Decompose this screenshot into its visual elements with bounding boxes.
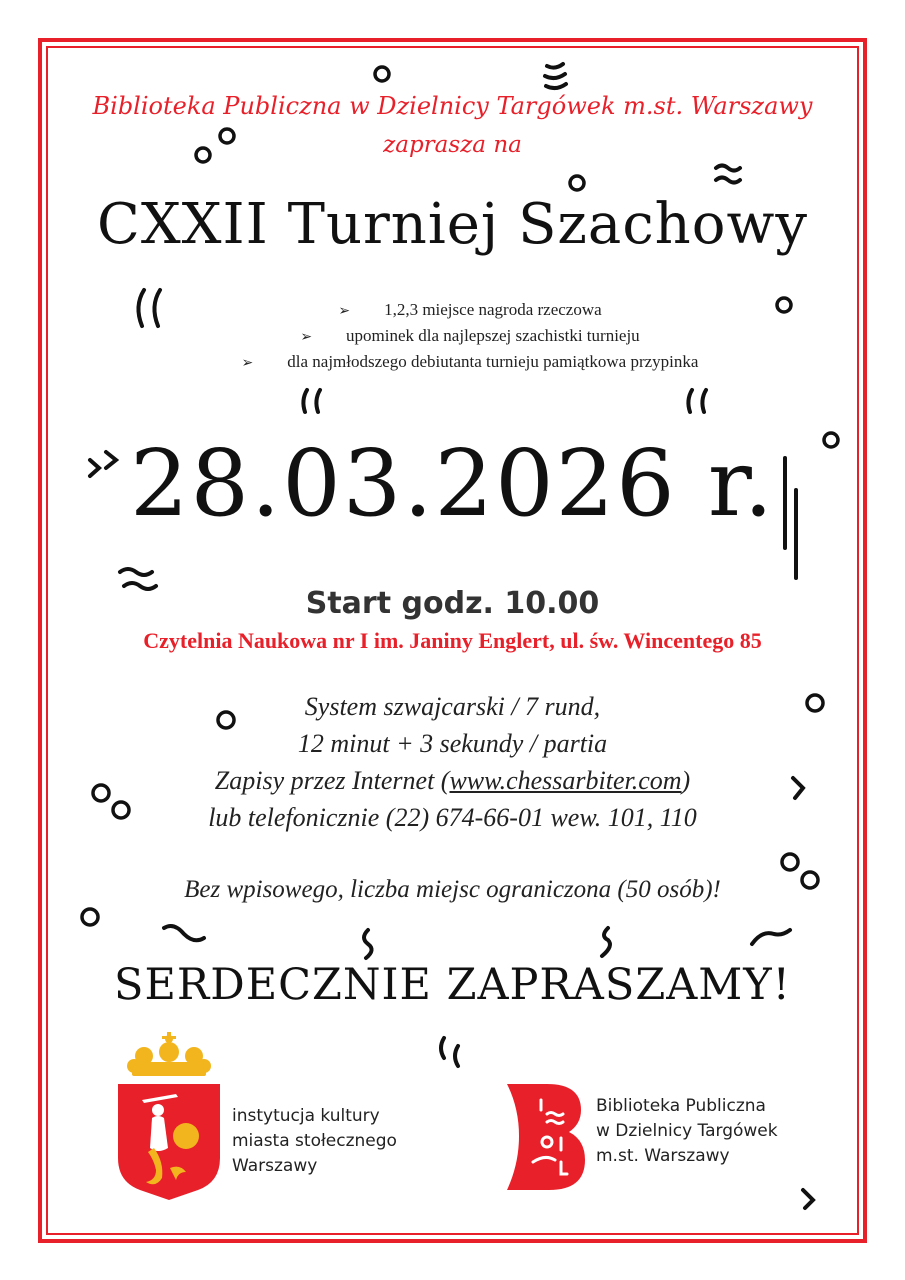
- deco-squiggle: [546, 84, 566, 88]
- arrow-bullet-icon: ➢: [300, 330, 313, 345]
- registration-link[interactable]: www.chessarbiter.com: [449, 766, 682, 795]
- invitation-banner: SERDECZNIE ZAPRASZAMY!: [114, 960, 791, 1010]
- deco-parens: [702, 390, 706, 412]
- start-time: Start godz. 10.00: [305, 586, 600, 621]
- deco-squiggle: [716, 178, 740, 183]
- fee-note: Bez wpisowego, liczba miejsc ograniczona (50 osób)!: [184, 876, 721, 903]
- prize-item: ➢ 1,2,3 miejsce nagroda rzeczowa: [150, 298, 790, 324]
- deco-circle: [375, 67, 389, 81]
- deco-squiggle: [441, 1038, 444, 1058]
- tournament-date: 28.03.2026 r.: [129, 430, 776, 537]
- deco-circle: [82, 909, 98, 925]
- prize-list: [150, 298, 790, 376]
- venue-address: Czytelnia Naukowa nr I im. Janiny Englert, ul. św. Wincentego 85: [143, 628, 762, 653]
- invitation-subheader: zaprasza na: [383, 132, 522, 158]
- deco-squiggle: [455, 1046, 458, 1066]
- deco-parens: [138, 290, 144, 326]
- tournament-title: CXXII Turniej Szachowy: [96, 192, 809, 257]
- deco-parens: [303, 390, 307, 412]
- deco-squiggle: [602, 928, 610, 956]
- library-b-logo-icon: [505, 1082, 585, 1192]
- deco-squiggle: [545, 74, 565, 78]
- deco-squiggle: [547, 64, 563, 68]
- deco-parens: [316, 390, 320, 412]
- city-logo-text: instytucja kultury miasta stołecznego Warszawy: [232, 1106, 397, 1176]
- arrow-bullet-icon: ➢: [338, 304, 351, 319]
- deco-chevron: [803, 1190, 813, 1208]
- deco-circle: [782, 854, 798, 870]
- deco-parens: [688, 390, 692, 412]
- arrow-bullet-icon: ➢: [241, 356, 254, 371]
- rules-line: Zapisy przez Internet (www.chessarbiter.com): [214, 766, 691, 795]
- deco-squiggle: [164, 926, 204, 940]
- prize-item: ➢ dla najmłodszego debiutanta turnieju pamiątkowa przypinka: [150, 350, 790, 376]
- rules-line: lub telefonicznie (22) 674-66-01 wew. 101, 110: [208, 803, 697, 832]
- deco-squiggle: [752, 930, 790, 944]
- deco-squiggle: [120, 569, 152, 575]
- deco-squiggle: [716, 166, 740, 171]
- warsaw-coat-of-arms-icon: [114, 1030, 224, 1200]
- library-header: Biblioteka Publiczna w Dzielnicy Targówek m.st. Warszawy: [92, 92, 813, 120]
- deco-circle: [570, 176, 584, 190]
- rules-line: 12 minut + 3 sekundy / partia: [297, 729, 608, 758]
- deco-squiggle: [364, 930, 372, 958]
- tournament-rules: [60, 688, 845, 836]
- rules-line: System szwajcarski / 7 rund,: [304, 692, 601, 721]
- library-logo-text: Biblioteka Publiczna w Dzielnicy Targówek m.st. Warszawy: [596, 1096, 778, 1166]
- prize-item: ➢ upominek dla najlepszej szachistki turnieju: [150, 324, 790, 350]
